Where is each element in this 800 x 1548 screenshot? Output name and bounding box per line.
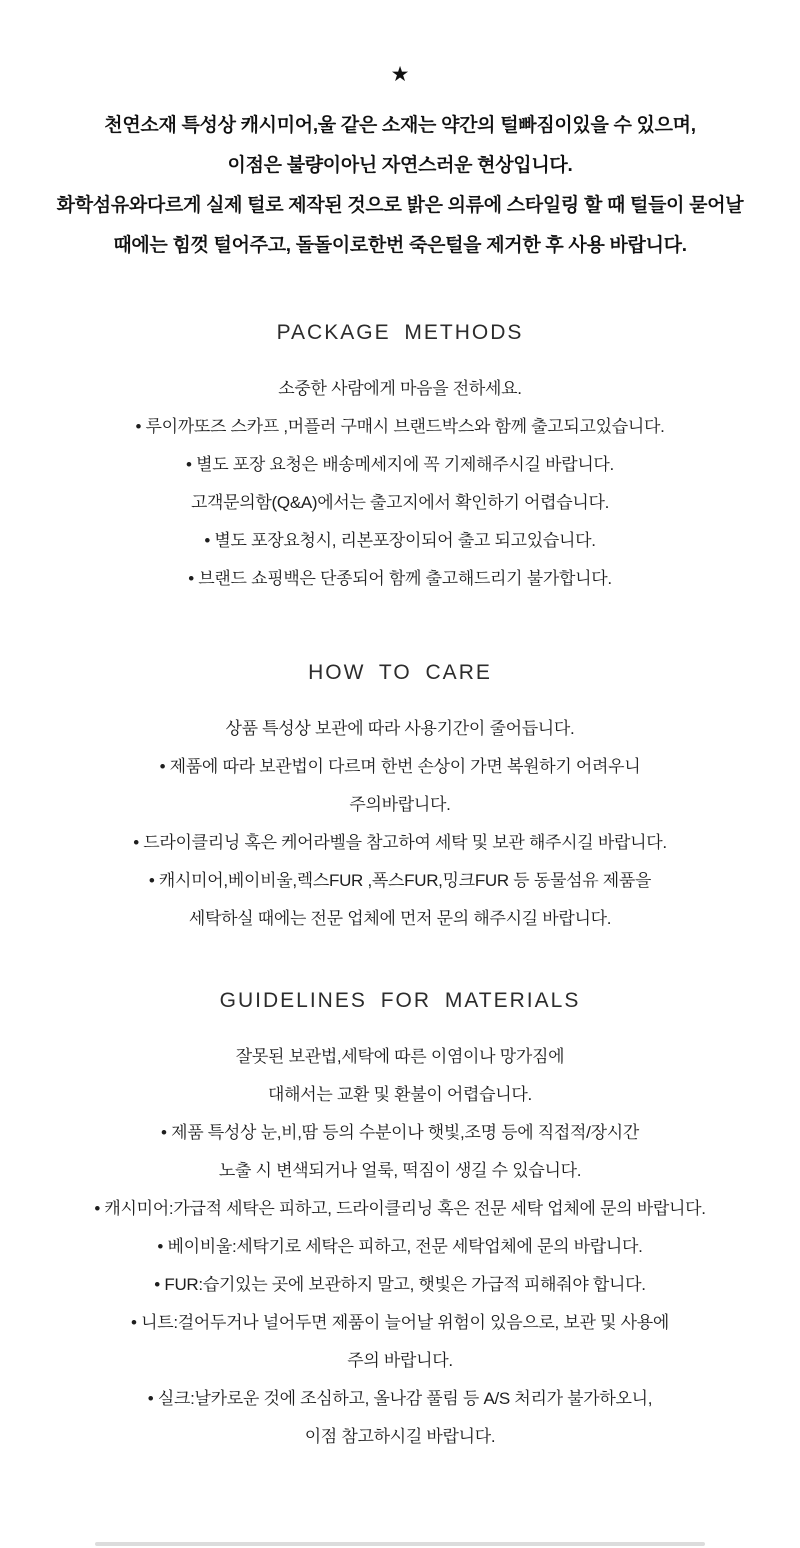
section-body — [0, 710, 800, 938]
section-how-to-care — [0, 658, 800, 938]
body-line: • 실크:날카로운 것에 조심하고, 올나감 풀림 등 A/S 처리가 불가하오니, — [147, 1389, 653, 1408]
section-guidelines-for-materials — [0, 986, 800, 1456]
body-line: 대해서는 교환 및 환불이 어렵습니다. — [268, 1085, 532, 1104]
body-line: • FUR:습기있는 곳에 보관하지 말고, 햇빛은 가급적 피해줘야 합니다. — [154, 1275, 646, 1294]
section-body — [0, 1038, 800, 1456]
body-line: 노출 시 변색되거나 얼룩, 떡짐이 생길 수 있습니다. — [218, 1161, 582, 1180]
body-line: • 제품 특성상 눈,비,땀 등의 수분이나 햇빛,조명 등에 직접적/장시간 — [161, 1123, 639, 1142]
section-title: HOW TO CARE — [308, 661, 492, 684]
section-title: PACKAGE METHODS — [276, 321, 524, 344]
body-line: 주의 바랍니다. — [347, 1351, 453, 1370]
body-line: 잘못된 보관법,세탁에 따른 이염이나 망가짐에 — [235, 1047, 565, 1066]
body-line: 소중한 사람에게 마음을 전하세요. — [278, 379, 522, 398]
intro-line: 천연소재 특성상 캐시미어,울 같은 소재는 약간의 털빠짐이있을 수 있으며, — [104, 115, 696, 136]
intro-line: 화학섬유와다르게 실제 털로 제작된 것으로 밝은 의류에 스타일링 할 때 털들이 묻어날 — [56, 195, 744, 216]
section-body — [0, 370, 800, 598]
body-line: • 제품에 따라 보관법이 다르며 한번 손상이 가면 복원하기 어려우니 — [159, 757, 641, 776]
body-line: • 별도 포장 요청은 배송메세지에 꼭 기제해주시길 바랍니다. — [186, 455, 614, 474]
body-line: • 캐시미어:가급적 세탁은 피하고, 드라이클리닝 혹은 전문 세탁 업체에 문의 바랍니다. — [94, 1199, 706, 1218]
section-package-methods — [0, 318, 800, 598]
body-line: • 캐시미어,베이비울,렉스FUR ,폭스FUR,밍크FUR 등 동물섬유 제품을 — [148, 871, 652, 890]
body-line: 고객문의함(Q&A)에서는 출고지에서 확인하기 어렵습니다. — [190, 493, 610, 512]
body-line: 상품 특성상 보관에 따라 사용기간이 줄어듭니다. — [225, 719, 575, 738]
body-line: • 별도 포장요청시, 리본포장이되어 출고 되고있습니다. — [204, 531, 596, 550]
body-line: • 루이까또즈 스카프 ,머플러 구매시 브랜드박스와 함께 출고되고있습니다. — [135, 417, 665, 436]
bottom-divider — [95, 1542, 705, 1546]
body-line: • 니트:걸어두거나 널어두면 제품이 늘어날 위험이 있음으로, 보관 및 사용에 — [131, 1313, 669, 1332]
intro-line: 이점은 불량이아닌 자연스러운 현상입니다. — [227, 155, 573, 176]
body-line: 세탁하실 때에는 전문 업체에 먼저 문의 해주시길 바랍니다. — [188, 909, 612, 928]
body-line: 이점 참고하시길 바랍니다. — [304, 1427, 496, 1446]
body-line: • 브랜드 쇼핑백은 단종되어 함께 출고해드리기 불가합니다. — [188, 569, 612, 588]
star-icon: ★ — [390, 63, 410, 86]
intro-line: 때에는 힘껏 털어주고, 돌돌이로한번 죽은털을 제거한 후 사용 바랍니다. — [113, 235, 687, 256]
body-line: • 베이비울:세탁기로 세탁은 피하고, 전문 세탁업체에 문의 바랍니다. — [157, 1237, 643, 1256]
section-title: GUIDELINES FOR MATERIALS — [219, 989, 581, 1012]
body-line: 주의바랍니다. — [349, 795, 451, 814]
intro-notice — [0, 106, 800, 266]
body-line: • 드라이클리닝 혹은 케어라벨을 참고하여 세탁 및 보관 해주시길 바랍니다. — [133, 833, 667, 852]
